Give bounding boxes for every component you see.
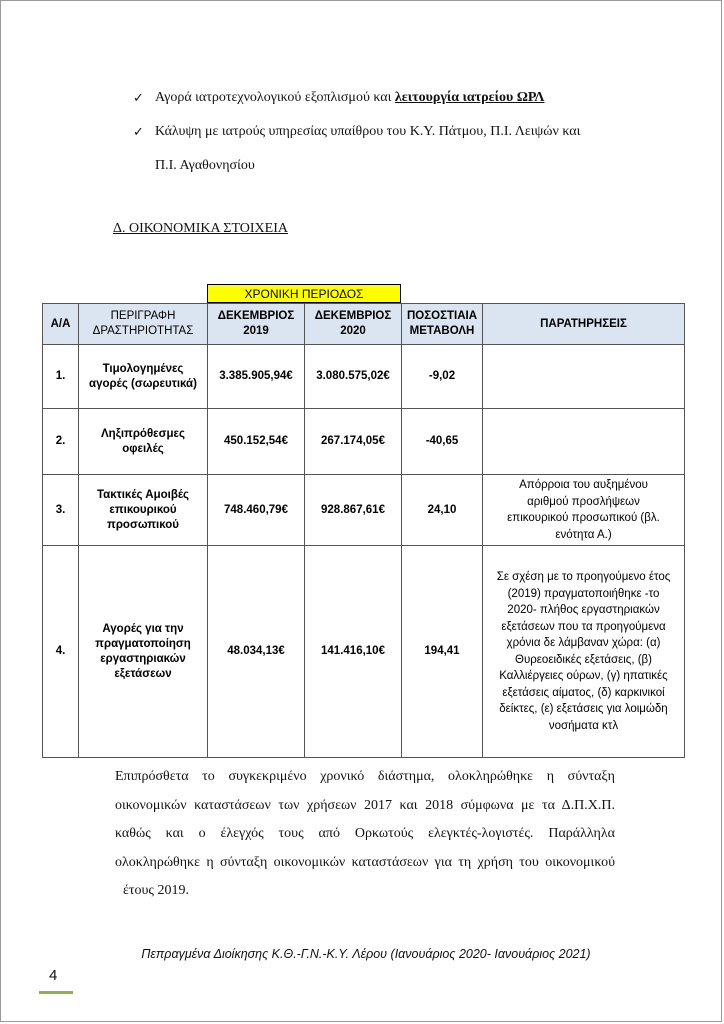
cell-aa: 4. [43,546,79,758]
note-line: Απόρροια του αυξημένου [519,479,648,491]
body-paragraph [115,763,615,906]
cell-description [79,409,208,475]
page-number-underline [39,991,73,994]
cell-notes [483,409,685,475]
table-header-row [43,304,685,345]
note-line: χρόνια δε λάμβαναν χώρα: (α) [506,637,661,649]
header-line: ΔΕΚΕΜΒΡΙΟΣ [314,310,392,322]
note-line: 2020- πλήθος εργαστηριακών [507,604,660,616]
section-title: Δ. ΟΙΚΟΝΟΜΙΚΑ ΣΤΟΙΧΕΙΑ [113,221,288,236]
bullet-text-emphasis: λειτουργία ιατρείου ΩΡΛ [394,90,545,105]
description-line: Ληξιπρόθεσμες [101,427,185,440]
header-line: ΔΡΑΣΤΗΡΙΟΤΗΤΑΣ [92,325,194,337]
description-line: Τιμολογημένες [102,362,184,375]
description-line: οφειλές [122,442,164,455]
header-line: ΜΕΤΑΒΟΛΗ [409,325,475,337]
note-line: αριθμού προσλήψεων [527,495,640,508]
header-line: ΠΟΣΟΣΤΙΑΙΑ [406,310,478,322]
cell-value-2019: 3.385.905,94€ [208,345,305,409]
cell-notes [483,546,685,758]
cell-value-2019: 748.460,79€ [208,475,305,546]
description-line: εξετάσεων [114,667,172,680]
col-header-notes: ΠΑΡΑΤΗΡΗΣΕΙΣ [483,304,685,345]
col-header-dec-2020 [305,304,402,345]
cell-notes [483,345,685,409]
cell-description [79,345,208,409]
note-line: δείκτες, (ε) εξετάσεις για λοιμώδη [499,703,668,715]
note-line: εξετάσεις αίματος, (δ) καρκινικοί [502,686,665,699]
page-footer: Πεπραγμένα Διοίκησης Κ.Θ.-Γ.Ν.-Κ.Υ. Λέρου (Ιανουάριος 2020- Ιανουάριος 2021) [141,947,591,961]
note-line: Θυρεοειδικές εξετάσεις, (β) [515,653,652,666]
bullet-text-plain: Αγορά ιατροτεχνολογικού εξοπλισμού και [155,90,395,105]
cell-change: -40,65 [402,409,483,475]
cell-value-2020: 141.416,10€ [305,546,402,758]
paragraph-line: οικονομικών καταστάσεων των χρήσεων 2017 και 2018 σύμφωνα με τα Δ.Π.Χ.Π. [115,797,615,813]
bullet-text-continuation: Π.Ι. Αγαθονησίου [155,158,255,173]
cell-aa: 3. [43,475,79,546]
bullet-text [155,87,544,109]
note-line: (2019) πραγματοποιήθηκε -το [507,587,660,600]
cell-description [79,475,208,546]
description-line: επικουρικού [109,503,177,516]
cell-change: 194,41 [402,546,483,758]
col-header-description [79,304,208,345]
note-line: νοσήματα κτλ [548,719,619,732]
description-line: πραγματοποίηση [95,637,191,650]
header-line: 2019 [243,325,269,337]
note-line: εξετάσεων που τα προηγούμενα [501,620,666,633]
table-row [43,345,685,409]
cell-change: -9,02 [402,345,483,409]
cell-value-2020: 928.867,61€ [305,475,402,546]
note-line: Καλλιέργειες ούρων, (γ) ηπατικές [499,670,668,682]
table-row [43,546,685,758]
paragraph-line: Επιπρόσθετα το συγκεκριμένο χρονικό διάστημα, ολοκληρώθηκε η σύνταξη [115,769,615,784]
cell-description [79,546,208,758]
description-line: Τακτικές Αμοιβές [96,488,190,501]
table-row [43,475,685,546]
description-line: εργαστηριακών [100,652,186,665]
header-line: ΔΕΚΕΜΒΡΙΟΣ [217,310,295,322]
cell-value-2020: 3.080.575,02€ [305,345,402,409]
description-line: προσωπικού [107,518,179,531]
bullet-item-2 [133,121,613,143]
col-header-aa: Α/Α [43,304,79,345]
paragraph-line: ολοκληρώθηκε η σύνταξη οικονομικών καταστάσεων για τη χρήση του οικονομικού [115,854,615,870]
cell-value-2020: 267.174,05€ [305,409,402,475]
note-line: επικουρικού προσωπικού (βλ. [507,512,660,524]
bullet-text: Κάλυψη με ιατρούς υπηρεσίας υπαίθρου του Κ.Υ. Πάτμου, Π.Ι. Λειψών και [155,124,581,139]
checkmark-icon: ✓ [133,124,144,139]
note-line: ενότητα Α.) [555,528,612,541]
col-header-change [402,304,483,345]
cell-aa: 2. [43,409,79,475]
description-line: Αγορές για την [102,622,184,635]
cell-value-2019: 450.152,54€ [208,409,305,475]
header-line: 2020 [340,325,366,337]
cell-notes [483,475,685,546]
col-header-dec-2019 [208,304,305,345]
bullet-item-1 [133,87,544,109]
header-line: ΠΕΡΙΓΡΑΦΗ [110,310,176,322]
table-row [43,409,685,475]
cell-value-2019: 48.034,13€ [208,546,305,758]
paragraph-line: καθώς και ο έλεγχός τους από Ορκωτούς ελεγκτές-λογιστές. Παράλληλα [115,826,615,841]
cell-aa: 1. [43,345,79,409]
checkmark-icon: ✓ [133,90,144,105]
cell-change: 24,10 [402,475,483,546]
paragraph-line: έτους 2019. [123,883,189,898]
period-header: ΧΡΟΝΙΚΗ ΠΕΡΙΟΔΟΣ [207,284,401,303]
description-line: αγορές (σωρευτικά) [89,377,197,390]
page-number: 4 [49,967,58,984]
financial-table [42,303,685,758]
note-line: Σε σχέση με το προηγούμενο έτος [496,571,671,583]
